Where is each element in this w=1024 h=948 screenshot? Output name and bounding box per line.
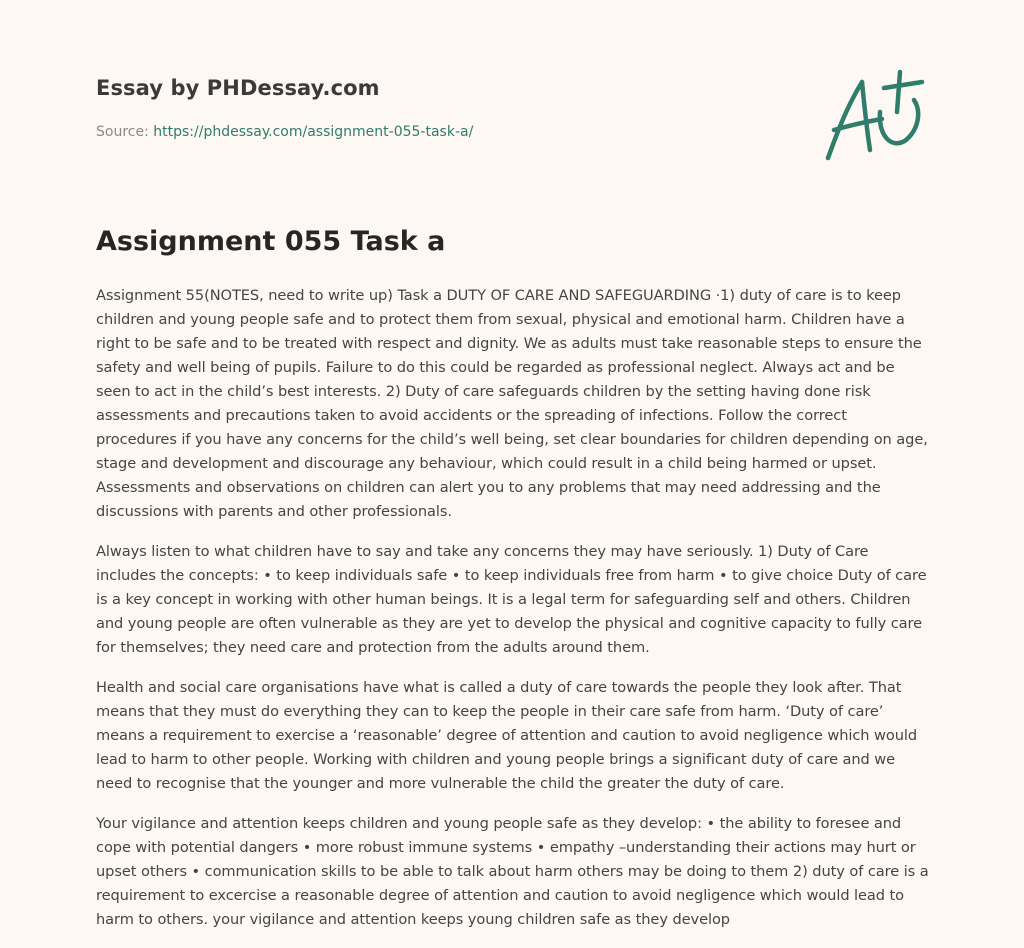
essay-paragraph: Health and social care organisations have what is called a duty of care towards the people they look after. That means that they must do everything they can to keep the people in their care safe from harm. ‘Duty of care’ means a requirement to exercise a ‘reasonable’ degree of attention and caution to avoid negligence which would lead to harm to other people. Working with children and young people brings a significant duty of care and we need to recognise that the younger and more vulnerable the child the greater the duty of care.: [96, 679, 918, 792]
essay-paragraph: Assignment 55(NOTES, need to write up) Task a DUTY OF CARE AND SAFEGUARDING ·1) duty of care is to keep children and young people safe and to protect them from sexual, physical and emotional harm. Children have a right to be safe and to be treated with respect and dignity. We as adults must take reasonable steps to ensure the safety and well being of pupils. Failure to do this could be regarded as professional neglect. Always act and be seen to act in the child’s best interests. 2) Duty of care safeguards children by the setting having done risk assessments and precautions taken to avoid accidents or the spreading of infections. Follow the correct procedures if you have any concerns for the child’s well being, set clear boundaries for children depending on age, stage and development and discourage any behaviour, which could result in a child being harmed or upset. Assessments and observations on children can alert you to any problems that may need addressing and the discussions with parents and other professionals.: [96, 287, 928, 520]
essay-paragraph: Always listen to what children have to say and take any concerns they may have seriously. 1) Duty of Care includes the concepts: • to keep individuals safe • to keep individuals free from harm • to give choice Duty of care is a key concept in working with other human beings. It is a legal term for safeguarding self and others. Children and young people are often vulnerable as they are yet to develop the physical and cognitive capacity to fully care for themselves; they need care and protection from the adults around them.: [96, 543, 927, 656]
a-plus-grade-icon: [818, 66, 930, 166]
essay-title: Assignment 055 Task a: [96, 226, 446, 257]
source-label: Source:: [96, 124, 149, 140]
site-title: Essay by PHDessay.com: [96, 76, 380, 100]
source-line: [96, 124, 473, 140]
essay-body: [96, 284, 930, 948]
essay-paragraph: Your vigilance and attention keeps children and young people safe as they develop: • the ability to foresee and cope with potential dangers • more robust immune systems • empathy –understanding their actions may hurt or upset others • communication skills to be able to talk about harm others may be doing to them 2) duty of care is a requirement to excercise a reasonable degree of attention and caution to avoid negligence which would lead to harm to others. your vigilance and attention keeps young children safe as they develop: [96, 815, 929, 928]
source-link[interactable]: https://phdessay.com/assignment-055-task-a/: [153, 124, 474, 140]
